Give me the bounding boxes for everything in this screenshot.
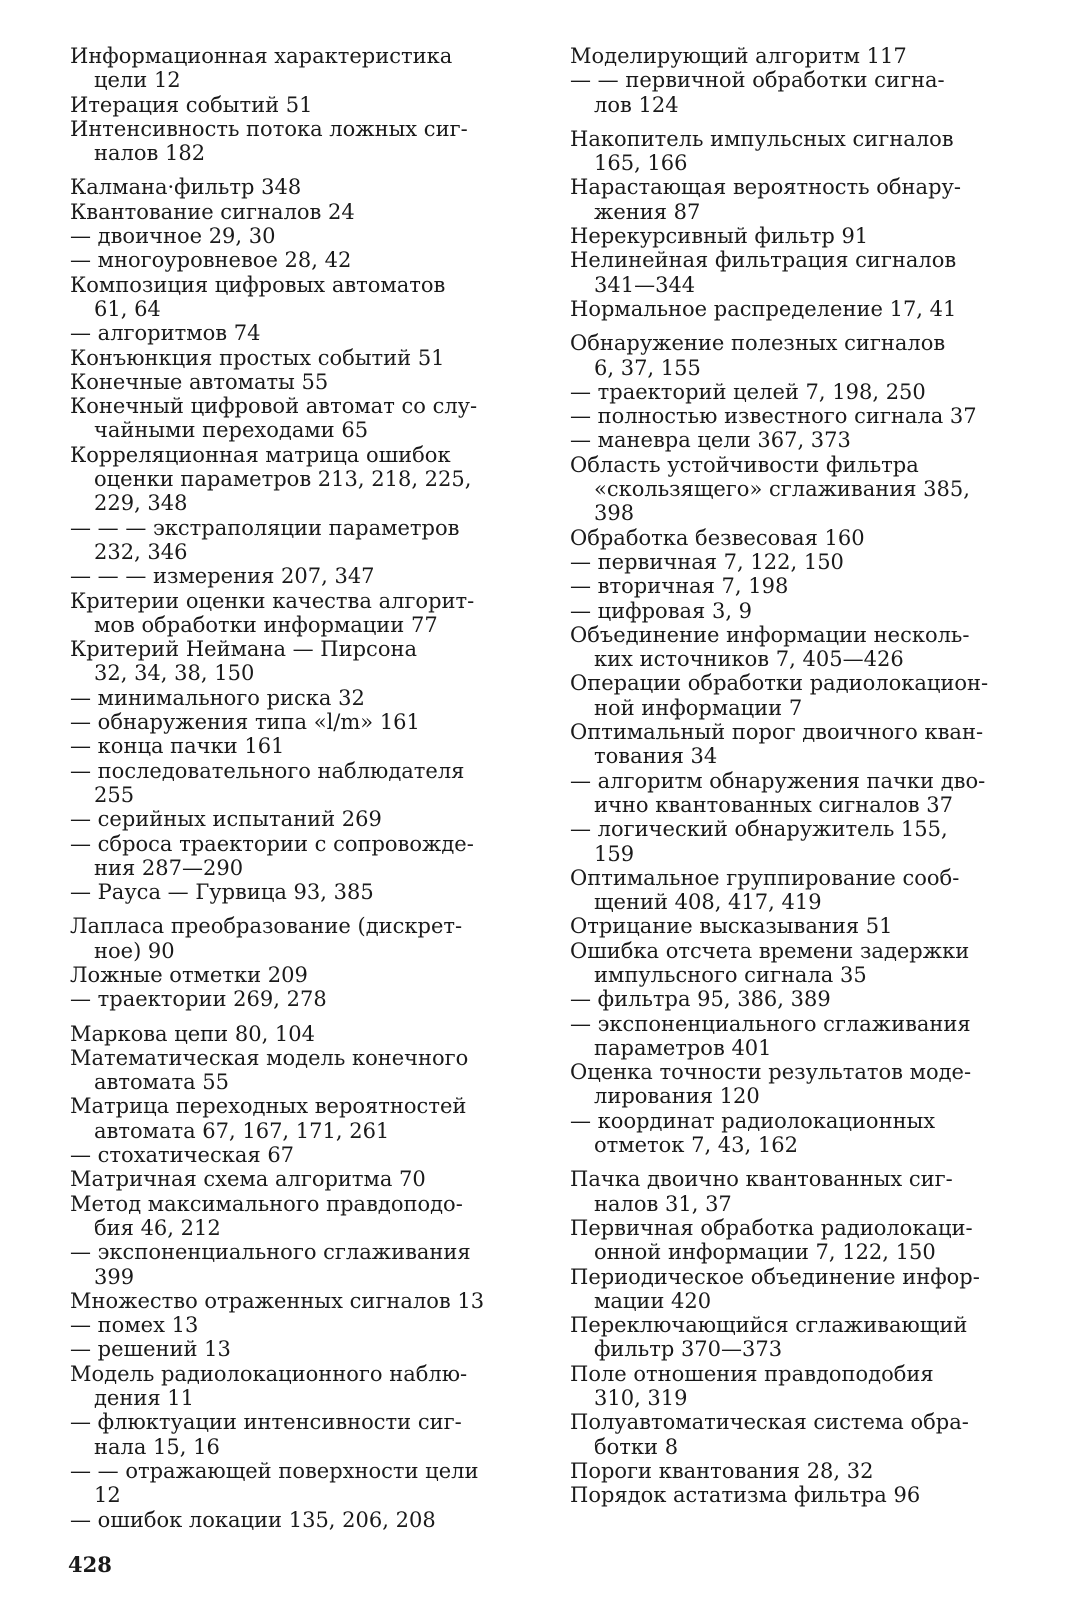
index-entry [570, 866, 1005, 915]
index-entry [570, 44, 1005, 68]
index-entry-line: Операции обработки радиолокацион- [570, 671, 989, 696]
index-entry [70, 1167, 502, 1191]
index-entry-continuation: 398 [594, 501, 635, 526]
index-entry-line: Квантование сигналов 24 [70, 199, 355, 224]
index-entry-line: Моделирующий алгоритм 117 [570, 44, 907, 68]
index-entry-line: Первичная обработка радиолокаци- [570, 1215, 973, 1240]
index-entry-line: Композиция цифровых автоматов [70, 272, 446, 297]
index-entry-line: — минимального риска 32 [70, 685, 365, 710]
index-entry-line: Корреляционная матрица ошибок [70, 442, 451, 467]
index-entry [70, 832, 502, 881]
index-entry-continuation: цели 12 [94, 68, 181, 93]
index-entry [70, 1362, 502, 1411]
index-entry [570, 623, 1005, 672]
index-entry [70, 1289, 502, 1313]
index-entry-line: Оптимальное группирование сооб- [570, 865, 960, 890]
index-entry [70, 759, 502, 808]
index-entry [70, 1459, 502, 1508]
index-entry-continuation: автомата 55 [94, 1070, 229, 1095]
index-entry [70, 248, 502, 272]
index-column-left [70, 44, 502, 1532]
index-entry [570, 1313, 1005, 1362]
index-entry [70, 443, 502, 516]
index-entry [70, 44, 502, 93]
index-entry-continuation: онной информации 7, 122, 150 [594, 1240, 936, 1265]
index-entry-continuation: 341—344 [594, 272, 696, 297]
index-entry-continuation: налов 31, 37 [594, 1191, 732, 1216]
index-entry [70, 1313, 502, 1337]
index-entry [70, 987, 502, 1011]
index-entry-line: — — — экстраполяции параметров [70, 515, 460, 540]
index-entry [70, 93, 502, 117]
index-entry-line: Конечные автоматы 55 [70, 369, 329, 394]
index-entry-continuation: параметров 401 [594, 1035, 772, 1060]
index-entry [570, 331, 1005, 380]
index-entry-line: Ложные отметки 209 [70, 962, 308, 987]
page-number: 428 [68, 1552, 112, 1577]
index-entry-line: — полностью известного сигнала 37 [570, 404, 977, 429]
index-entry [70, 734, 502, 758]
section-gap [570, 117, 1005, 127]
index-entry-continuation: 32, 34, 38, 150 [94, 661, 255, 686]
index-entry-line: Пороги квантования 28, 32 [570, 1458, 874, 1483]
index-entry-continuation: ной информации 7 [594, 695, 803, 720]
index-entry [570, 1265, 1005, 1314]
index-entry [570, 550, 1005, 574]
index-entry-continuation: ично квантованных сигналов 37 [594, 792, 953, 817]
index-entry-line: Матрица переходных вероятностей [70, 1094, 467, 1119]
index-entry-continuation: оценки параметров 213, 218, 225, [94, 467, 472, 492]
index-entry-line: — алгоритм обнаружения пачки дво- [570, 768, 986, 793]
index-entry-line: — вторичная 7, 198 [570, 574, 789, 599]
index-entry-line: Поле отношения правдоподобия [570, 1361, 934, 1386]
index-entry-continuation: 229, 348 [94, 491, 188, 516]
index-entry [570, 224, 1005, 248]
index-entry [70, 1410, 502, 1459]
index-entry-continuation: 399 [94, 1264, 135, 1289]
index-entry-line: — логический обнаружитель 155, [570, 817, 948, 842]
index-entry [570, 914, 1005, 938]
index-entry-continuation: 165, 166 [594, 151, 688, 176]
index-entry-line: — — первичной обработки сигна- [570, 68, 945, 93]
index-entry-line: Метод максимального правдоподо- [70, 1191, 463, 1216]
index-entry-line: — фильтра 95, 386, 389 [570, 987, 831, 1012]
index-entry-line: Математическая модель конечного [70, 1045, 469, 1070]
index-entry-line: — — — измерения 207, 347 [70, 564, 375, 589]
index-entry-line: — координат радиолокационных [570, 1108, 936, 1133]
index-entry [570, 248, 1005, 297]
index-entry-line: — алгоритмов 74 [70, 321, 261, 346]
index-entry-line: Накопитель импульсных сигналов [570, 126, 954, 151]
index-entry [570, 939, 1005, 988]
index-entry-line: — конца пачки 161 [70, 734, 285, 759]
section-gap [570, 321, 1005, 331]
index-entry-continuation: ния 287—290 [94, 855, 244, 880]
index-entry [570, 1109, 1005, 1158]
index-entry [70, 1192, 502, 1241]
index-entry [70, 1094, 502, 1143]
index-column-right [570, 44, 1005, 1508]
index-entry-continuation: 255 [94, 782, 135, 807]
index-entry [70, 117, 502, 166]
index-entry-continuation: нала 15, 16 [94, 1434, 220, 1459]
index-entry [570, 428, 1005, 452]
index-entry-line: — серийных испытаний 269 [70, 807, 382, 832]
index-entry-line: Нормальное распределение 17, 41 [570, 296, 957, 321]
index-entry-line: — траектории 269, 278 [70, 987, 327, 1012]
index-entry [570, 720, 1005, 769]
index-entry [70, 321, 502, 345]
index-entry [570, 1060, 1005, 1109]
index-entry-line: Матричная схема алгоритма 70 [70, 1167, 426, 1192]
index-entry-line: — флюктуации интенсивности сиг- [70, 1410, 462, 1435]
index-entry [570, 404, 1005, 428]
index-entry-line: Переключающийся сглаживающий [570, 1313, 968, 1338]
index-entry [70, 963, 502, 987]
index-entry-line: Оптимальный порог двоичного кван- [570, 720, 984, 745]
index-entry-continuation: 6, 37, 155 [594, 355, 701, 380]
index-entry-line: — решений 13 [70, 1337, 231, 1362]
index-entry-line: — сброса траектории с сопровожде- [70, 831, 474, 856]
index-entry-line: — последовательного наблюдателя [70, 758, 465, 783]
section-gap [70, 1012, 502, 1022]
index-entry-continuation: 12 [94, 1483, 121, 1508]
index-entry [70, 1022, 502, 1046]
index-entry-line: Обнаружение полезных сигналов [570, 331, 946, 356]
index-entry [570, 1167, 1005, 1216]
index-entry [570, 68, 1005, 117]
index-entry-line: Обработка безвесовая 160 [570, 525, 865, 550]
index-entry-line: Информационная характеристика [70, 44, 453, 68]
index-entry [570, 297, 1005, 321]
index-entry-line: Оценка точности результатов моде- [570, 1060, 972, 1085]
index-entry-line: — цифровая 3, 9 [570, 598, 753, 623]
index-entry [570, 671, 1005, 720]
index-entry [70, 564, 502, 588]
index-entry-line: — ошибок локации 135, 206, 208 [70, 1507, 436, 1532]
index-entry-continuation: ное) 90 [94, 938, 175, 963]
index-entry [570, 769, 1005, 818]
index-entry-line: Маркова цепи 80, 104 [70, 1021, 316, 1046]
index-entry-continuation: фильтр 370—373 [594, 1337, 783, 1362]
index-entry [70, 637, 502, 686]
index-entry [70, 686, 502, 710]
index-entry [570, 453, 1005, 526]
index-entry-line: — первичная 7, 122, 150 [570, 549, 844, 574]
index-entry-continuation: щений 408, 417, 419 [594, 890, 822, 915]
index-entry-line: Отрицание высказывания 51 [570, 914, 893, 939]
index-entry-continuation: дения 11 [94, 1386, 194, 1411]
section-gap [570, 1157, 1005, 1167]
index-entry-continuation: бия 46, 212 [94, 1215, 221, 1240]
index-entry-line: Критерии оценки качества алгорит- [70, 588, 475, 613]
index-entry [70, 1143, 502, 1167]
index-entry [570, 1012, 1005, 1061]
index-entry [570, 1216, 1005, 1265]
index-entry [70, 807, 502, 831]
index-entry [70, 516, 502, 565]
index-entry-line: Итерация событий 51 [70, 92, 313, 117]
index-entry-line: Область устойчивости фильтра [570, 452, 919, 477]
index-entry [70, 1508, 502, 1532]
index-entry-continuation: отметок 7, 43, 162 [594, 1133, 798, 1158]
index-entry-line: — многоуровневое 28, 42 [70, 248, 352, 273]
index-entry-line: — экспоненциального сглаживания [570, 1011, 971, 1036]
index-entry [70, 346, 502, 370]
index-entry-continuation: мации 420 [594, 1288, 712, 1313]
index-entry-line: Нерекурсивный фильтр 91 [570, 224, 869, 249]
index-entry [70, 370, 502, 394]
index-entry-line: — обнаружения типа «l/m» 161 [70, 710, 420, 735]
index-entry [570, 1410, 1005, 1459]
index-entry-line: Порядок астатизма фильтра 96 [570, 1483, 921, 1508]
index-entry-continuation: автомата 67, 167, 171, 261 [94, 1118, 390, 1143]
index-entry-continuation: 232, 346 [94, 539, 188, 564]
index-entry-line: Пачка двоично квантованных сиг- [570, 1167, 953, 1192]
index-entry [570, 175, 1005, 224]
index-entry-line: Конечный цифровой автомат со слу- [70, 394, 478, 419]
index-entry-continuation: ботки 8 [594, 1434, 679, 1459]
index-entry-continuation: налов 182 [94, 141, 206, 166]
index-entry [570, 817, 1005, 866]
index-entry-continuation: мов обработки информации 77 [94, 612, 438, 637]
index-entry-line: Модель радиолокационного наблю- [70, 1361, 468, 1386]
index-entry [70, 1337, 502, 1361]
index-entry [70, 880, 502, 904]
index-entry-line: — помех 13 [70, 1313, 199, 1338]
index-entry-continuation: лирования 120 [594, 1084, 760, 1109]
index-entry [570, 380, 1005, 404]
index-entry-continuation: ких источников 7, 405—426 [594, 647, 904, 672]
index-entry-line: Ошибка отсчета времени задержки [570, 938, 970, 963]
index-entry [570, 599, 1005, 623]
index-entry-continuation: 310, 319 [594, 1386, 688, 1411]
section-gap [70, 165, 502, 175]
index-entry [70, 914, 502, 963]
index-entry-line: — маневра цели 367, 373 [570, 428, 851, 453]
index-entry-line: Лапласа преобразование (дискрет- [70, 914, 463, 939]
index-entry [70, 589, 502, 638]
index-entry-line: Множество отраженных сигналов 13 [70, 1288, 485, 1313]
index-entry [570, 1459, 1005, 1483]
index-entry-line: — — отражающей поверхности цели [70, 1458, 479, 1483]
index-entry [70, 224, 502, 248]
index-entry-line: — траекторий целей 7, 198, 250 [570, 379, 926, 404]
index-entry [70, 1240, 502, 1289]
index-entry-line: Калмана·фильтр 348 [70, 175, 302, 200]
index-entry [70, 710, 502, 734]
section-gap [70, 904, 502, 914]
index-entry-line: Объединение информации несколь- [570, 622, 970, 647]
index-entry [570, 526, 1005, 550]
index-entry [70, 1046, 502, 1095]
index-entry-line: — Рауса — Гурвица 93, 385 [70, 880, 374, 905]
index-entry [570, 987, 1005, 1011]
index-entry-line: Нарастающая вероятность обнару- [570, 175, 961, 200]
index-entry-line: Полуавтоматическая система обра- [570, 1410, 969, 1435]
index-entry-continuation: импульсного сигнала 35 [594, 962, 867, 987]
index-entry [570, 1483, 1005, 1507]
index-entry-line: — стохатическая 67 [70, 1143, 295, 1168]
index-entry-continuation: 61, 64 [94, 296, 161, 321]
index-entry-continuation: тования 34 [594, 744, 718, 769]
index-entry-line: — экспоненциального сглаживания [70, 1240, 471, 1265]
index-entry-line: Критерий Неймана — Пирсона [70, 637, 417, 662]
index-entry-line: Периодическое объединение инфор- [570, 1264, 980, 1289]
index-entry [70, 394, 502, 443]
index-entry-continuation: жения 87 [594, 199, 701, 224]
index-entry-continuation: 159 [594, 841, 635, 866]
index-entry [570, 574, 1005, 598]
index-entry-line: Интенсивность потока ложных сиг- [70, 116, 468, 141]
index-entry [570, 127, 1005, 176]
index-entry [570, 1362, 1005, 1411]
index-entry [70, 200, 502, 224]
index-entry-line: Конъюнкция простых событий 51 [70, 345, 445, 370]
index-entry [70, 175, 502, 199]
index-entry [70, 273, 502, 322]
index-entry-line: Нелинейная фильтрация сигналов [570, 248, 957, 273]
index-entry-continuation: лов 124 [594, 92, 679, 117]
index-entry-line: — двоичное 29, 30 [70, 224, 276, 249]
index-entry-continuation: «скользящего» сглаживания 385, [594, 477, 970, 502]
index-entry-continuation: чайными переходами 65 [94, 418, 369, 443]
